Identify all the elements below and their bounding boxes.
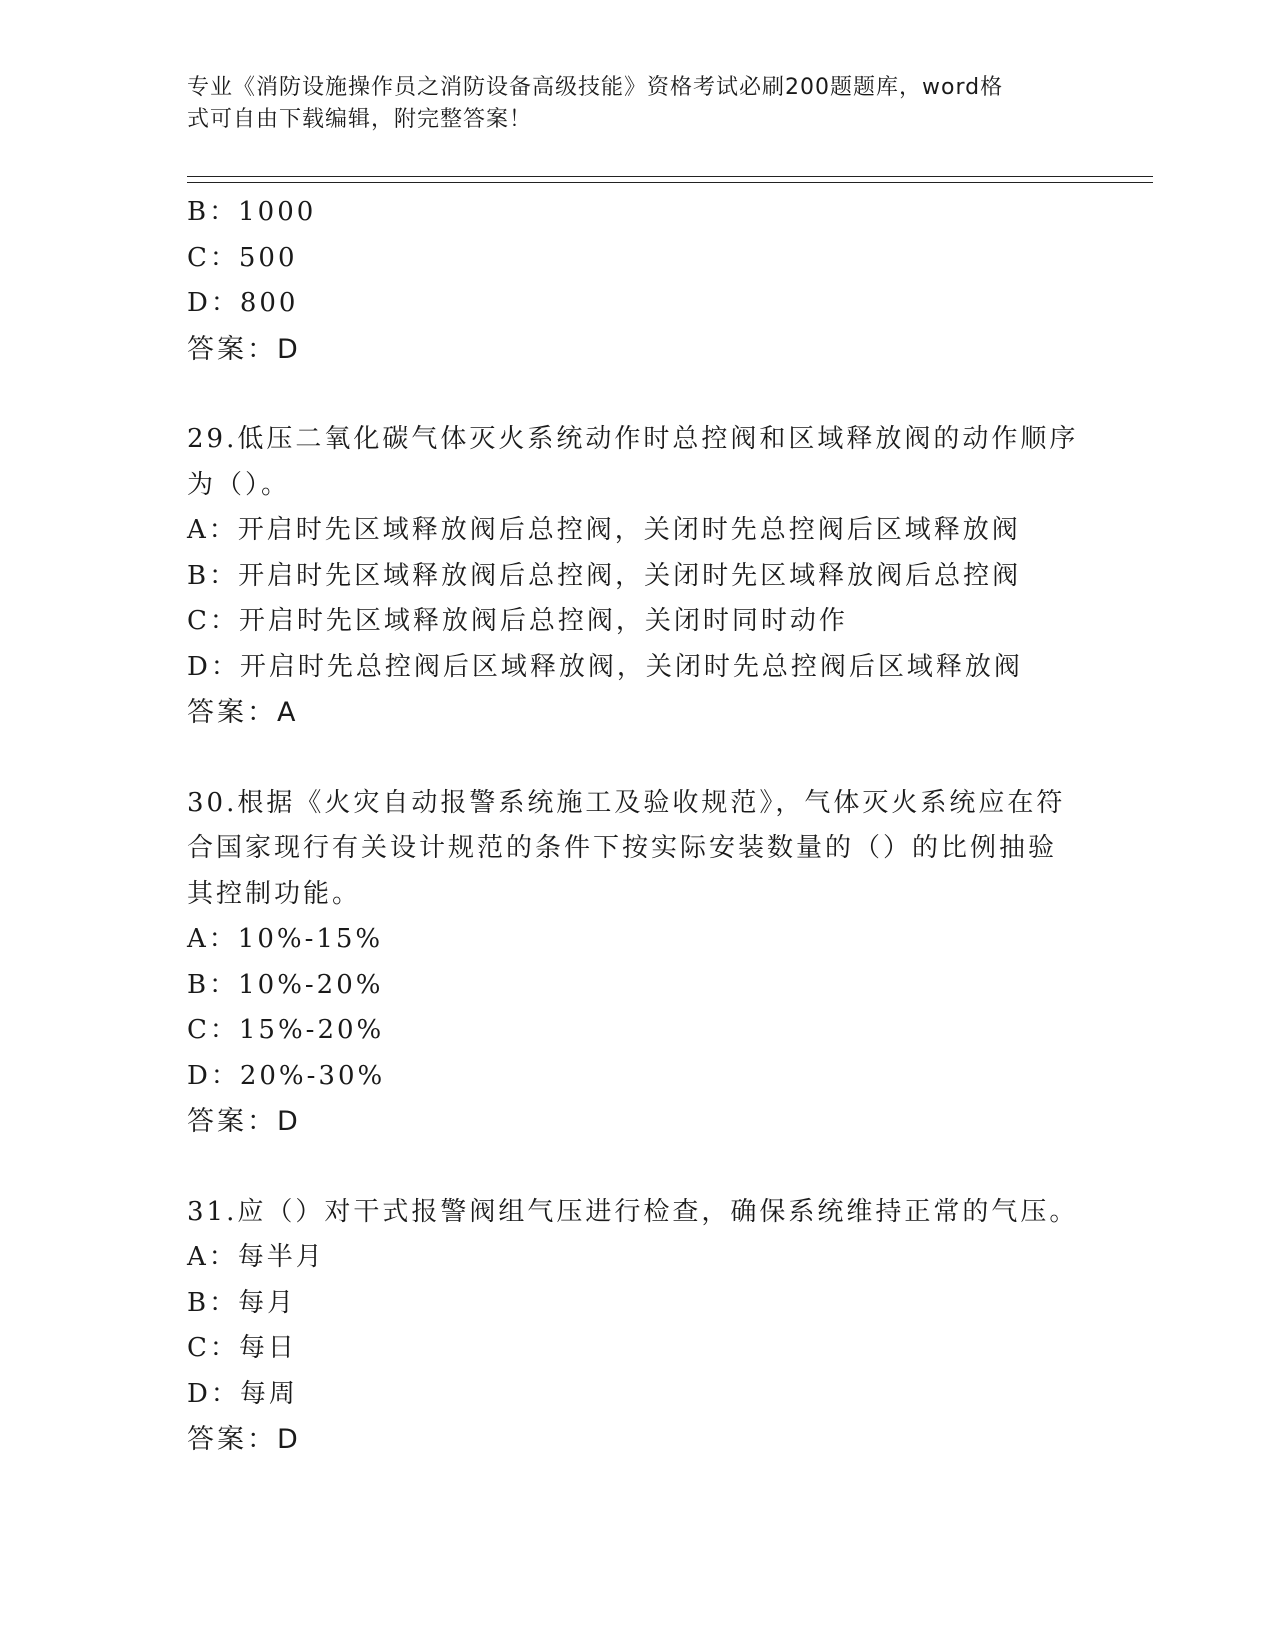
question-text: 29.低压二氧化碳气体灭火系统动作时总控阀和区域释放阀的动作顺序 [187, 424, 1079, 454]
spacer [187, 372, 1087, 417]
option-b: B：10%-20% [187, 969, 384, 1000]
question-text: 合国家现行有关设计规范的条件下按实际安装数量的（）的比例抽验 [187, 833, 1058, 863]
option-d: D：开启时先总控阀后区域释放阀，关闭时先总控阀后区域释放阀 [187, 651, 1023, 682]
option-a: A：10%-15% [187, 924, 384, 954]
option-c: C：每日 [187, 1333, 297, 1363]
question-text: 30.根据《火灾自动报警系统施工及验收规范》，气体灭火系统应在符 [187, 787, 1066, 818]
option-a: A：每半月 [187, 1242, 325, 1272]
question-29 [187, 417, 1087, 736]
header-divider [187, 176, 1153, 183]
option-b: B：开启时先区域释放阀后总控阀，关闭时先区域释放阀后总控阀 [187, 560, 1022, 591]
option-c: C：15%-20% [187, 1015, 385, 1045]
question-30 [187, 781, 1087, 1145]
question-28 [187, 190, 1087, 372]
option-b: B：每月 [187, 1287, 297, 1318]
option-c: C：开启时先区域释放阀后总控阀，关闭时同时动作 [187, 606, 848, 636]
option-d: D：每周 [187, 1378, 298, 1409]
option-b: B：1000 [187, 197, 317, 227]
option-d: D：20%-30% [187, 1060, 386, 1091]
question-text: 31.应（）对干式报警阀组气压进行检查，确保系统维持正常的气压。 [187, 1196, 1079, 1227]
option-c: C：500 [187, 242, 298, 273]
header-line-2: 式可自由下载编辑，附完整答案！ [187, 107, 533, 132]
answer: 答案：A [187, 697, 299, 728]
answer: 答案：D [187, 333, 301, 365]
question-text: 为（）。 [187, 469, 291, 500]
header-line-1: 专业《消防设施操作员之消防设备高级技能》资格考试必刷200题题库，word格 [187, 75, 1004, 100]
answer: 答案：D [187, 1424, 301, 1455]
option-a: A：开启时先区域释放阀后总控阀，关闭时先总控阀后区域释放阀 [187, 515, 1021, 545]
question-text: 其控制功能。 [187, 878, 362, 909]
question-31 [187, 1190, 1087, 1463]
answer: 答案：D [187, 1106, 301, 1137]
question-content [187, 190, 1087, 1463]
option-d: D：800 [187, 288, 299, 318]
page-header [187, 72, 1067, 136]
spacer [187, 1145, 1087, 1190]
spacer [187, 736, 1087, 781]
